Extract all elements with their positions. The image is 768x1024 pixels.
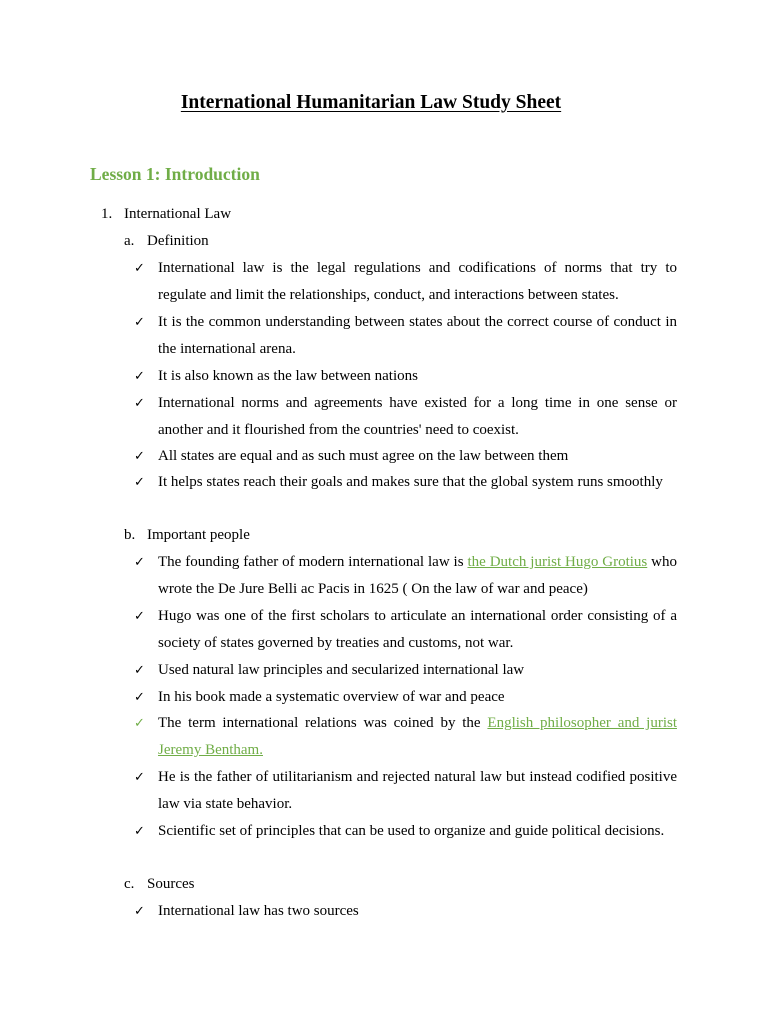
bullet-text: It helps states reach their goals and makes sure that the global system runs smoothly bbox=[158, 474, 663, 490]
checkmark-icon: ✓ bbox=[134, 555, 145, 570]
sublist-letter: a. bbox=[124, 233, 135, 249]
checkmark-icon: ✓ bbox=[134, 663, 145, 678]
bullet-item-bentham bbox=[134, 710, 677, 764]
bullet-item bbox=[134, 390, 677, 444]
bullet-item bbox=[134, 255, 677, 309]
sublist-label: Definition bbox=[147, 233, 209, 249]
bullet-item-grotius bbox=[134, 549, 677, 603]
bullet-text: Hugo was one of the first scholars to articulate an international order consisting of a society of states governed by treaties and customs, not war. bbox=[158, 608, 677, 651]
sublist-label: Important people bbox=[147, 527, 250, 543]
bullet-item bbox=[134, 898, 677, 925]
bullet-text: All states are equal and as such must agree on the law between them bbox=[158, 448, 569, 464]
bullet-item bbox=[134, 363, 677, 390]
bullet-text-before: The term international relations was coined by the bbox=[158, 715, 488, 731]
bullet-text: International law is the legal regulations and codifications of norms that try to regulate and limit the relationships, conduct, and interactions between states. bbox=[158, 260, 677, 303]
sublist-letter: c. bbox=[124, 876, 135, 892]
list-number: 1. bbox=[101, 206, 113, 222]
checkmark-icon: ✓ bbox=[134, 609, 145, 624]
bullet-text-before: The founding father of modern international law is bbox=[158, 554, 468, 570]
checkmark-icon: ✓ bbox=[134, 690, 145, 705]
sublist-item-sources bbox=[124, 876, 195, 893]
checkmark-icon: ✓ bbox=[134, 449, 145, 464]
checkmark-icon: ✓ bbox=[134, 261, 145, 276]
bullet-item bbox=[134, 684, 677, 711]
checkmark-icon: ✓ bbox=[134, 396, 145, 411]
bullet-text: In his book made a systematic overview of war and peace bbox=[158, 689, 505, 705]
bullet-item bbox=[134, 603, 677, 657]
bullet-text bbox=[158, 710, 677, 764]
checkmark-icon: ✓ bbox=[134, 315, 145, 330]
sublist-letter: b. bbox=[124, 527, 136, 543]
bentham-link[interactable]: English philosopher and jurist Jeremy Bentham. bbox=[158, 715, 677, 758]
bullet-text bbox=[158, 549, 677, 603]
checkmark-icon: ✓ bbox=[134, 824, 145, 839]
checkmark-icon: ✓ bbox=[134, 904, 145, 919]
bullet-text: Scientific set of principles that can be used to organize and guide political decisions. bbox=[158, 823, 665, 839]
document-title: International Humanitarian Law Study Sheet bbox=[180, 92, 562, 113]
bullet-text: International law has two sources bbox=[158, 903, 359, 919]
bullet-text: International norms and agreements have existed for a long time in one sense or another and it flourished from the countries' need to coexist. bbox=[158, 395, 677, 438]
sublist-item-definition bbox=[124, 233, 209, 250]
checkmark-icon: ✓ bbox=[134, 475, 145, 490]
checkmark-icon: ✓ bbox=[134, 369, 145, 384]
checkmark-icon: ✓ bbox=[134, 770, 145, 785]
bullet-item bbox=[134, 469, 677, 496]
bullet-item bbox=[134, 309, 677, 363]
bullet-text: It is the common understanding between states about the correct course of conduct in the international arena. bbox=[158, 314, 677, 357]
sublist-item-important-people bbox=[124, 527, 250, 544]
lesson-heading: Lesson 1: Introduction bbox=[90, 164, 260, 184]
bullet-item bbox=[134, 657, 677, 684]
grotius-link[interactable]: the Dutch jurist Hugo Grotius bbox=[467, 554, 648, 570]
bullet-text: It is also known as the law between nations bbox=[158, 368, 418, 384]
bullet-text-after: who wrote the De Jure Belli ac Pacis in 1625 ( On the law of war and peace) bbox=[158, 554, 678, 597]
list-item-international-law bbox=[101, 206, 231, 223]
bullet-text: He is the father of utilitarianism and rejected natural law but instead codified positive law via state behavior. bbox=[158, 769, 677, 812]
bullet-item bbox=[134, 764, 677, 818]
bullet-item bbox=[134, 818, 677, 845]
bullet-text: Used natural law principles and secularized international law bbox=[158, 662, 525, 678]
bullet-item bbox=[134, 443, 677, 470]
checkmark-icon: ✓ bbox=[134, 716, 145, 731]
sublist-label: Sources bbox=[147, 876, 195, 892]
list-label: International Law bbox=[124, 206, 232, 222]
